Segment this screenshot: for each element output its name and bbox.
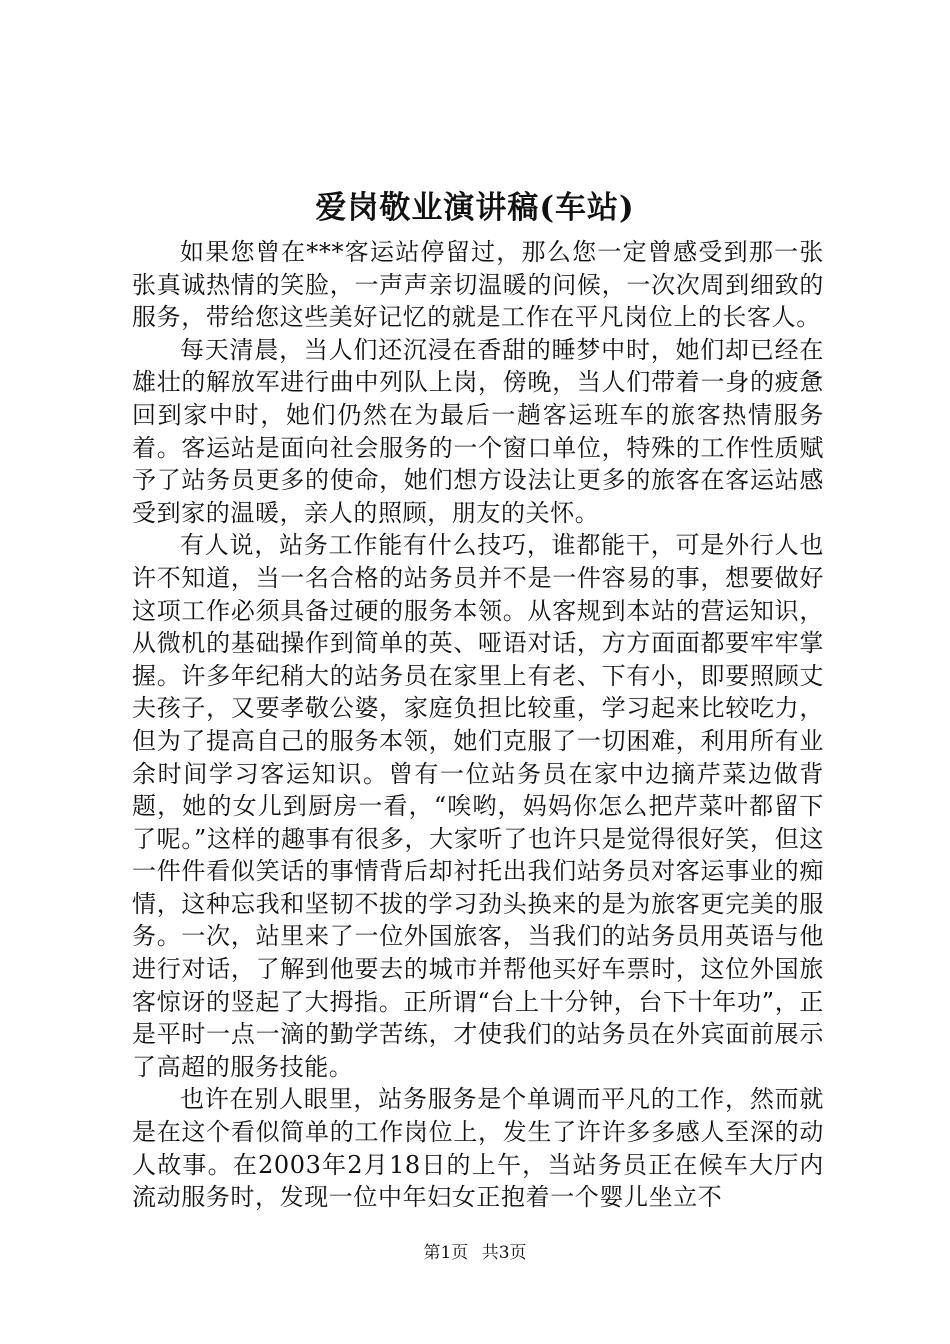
page-total: 共3页 bbox=[481, 1243, 527, 1263]
paragraph-2: 每天清晨，当人们还沉浸在香甜的睡梦中时，她们却已经在雄壮的解放军进行曲中列队上岗，傍晚，当人们带着一身的疲惫回到家中时，她们仍然在为最后一趟客运班车的旅客热情服务着。客运站是面向社会服务的一个窗口单位，特殊的工作性质赋予了站务员更多的使命，她们想方设法让更多的旅客在客运站感受到家的温暖，亲人的照顾，朋友的关怀。 bbox=[132, 335, 824, 527]
paragraph-4: 也许在别人眼里，站务服务是个单调而平凡的工作，然而就是在这个看似简单的工作岗位上，发生了许许多多感人至深的动人故事。在2003年2月18日的上午，当站务员正在候车大厅内流动服务时，发现一位中年妇女正抱着一个婴儿坐立不 bbox=[132, 1085, 824, 1212]
page-number: 第1页 bbox=[423, 1243, 469, 1263]
document-title: 爱岗敬业演讲稿(车站) bbox=[315, 190, 635, 226]
page-footer bbox=[0, 1241, 950, 1265]
document-body bbox=[132, 236, 824, 1214]
paragraph-1: 如果您曾在***客运站停留过，那么您一定曾感受到那一张张真诚热情的笑脸，一声声亲切温暖的问候，一次次周到细致的服务，带给您这些美好记忆的就是工作在平凡岗位上的长客人。 bbox=[132, 238, 824, 332]
paragraph-3: 有人说，站务工作能有什么技巧，谁都能干，可是外行人也许不知道，当一名合格的站务员并不是一件容易的事，想要做好这项工作必须具备过硬的服务本领。从客规到本站的营运知识，从微机的基础操作到简单的英、哑语对话，方方面面都要牢牢掌握。许多年纪稍大的站务员在家里上有老、下有小，即要照顾丈夫孩子，又要孝敬公婆，家庭负担比较重，学习起来比较吃力，但为了提高自己的服务本领，她们克服了一切困难，利用所有业余时间学习客运知识。曾有一位站务员在家中边摘芹菜边做背题，她的女儿到厨房一看，“唉哟，妈妈你怎么把芹菜叶都留下了呢。”这样的趣事有很多，大家听了也许只是觉得很好笑，但这一件件看似笑话的事情背后却衬托出我们站务员对客运事业的痴情，这种忘我和坚韧不拔的学习劲头换来的是为旅客更完美的服务。一次，站里来了一位外国旅客，当我们的站务员用英语与他进行对话，了解到他要去的城市并帮他买好车票时，这位外国旅客惊讶的竖起了大拇指。正所谓“台上十分钟，台下十年功”，正是平时一点一滴的勤学苦练，才使我们的站务员在外宾面前展示了高超的服务技能。 bbox=[132, 531, 824, 1081]
